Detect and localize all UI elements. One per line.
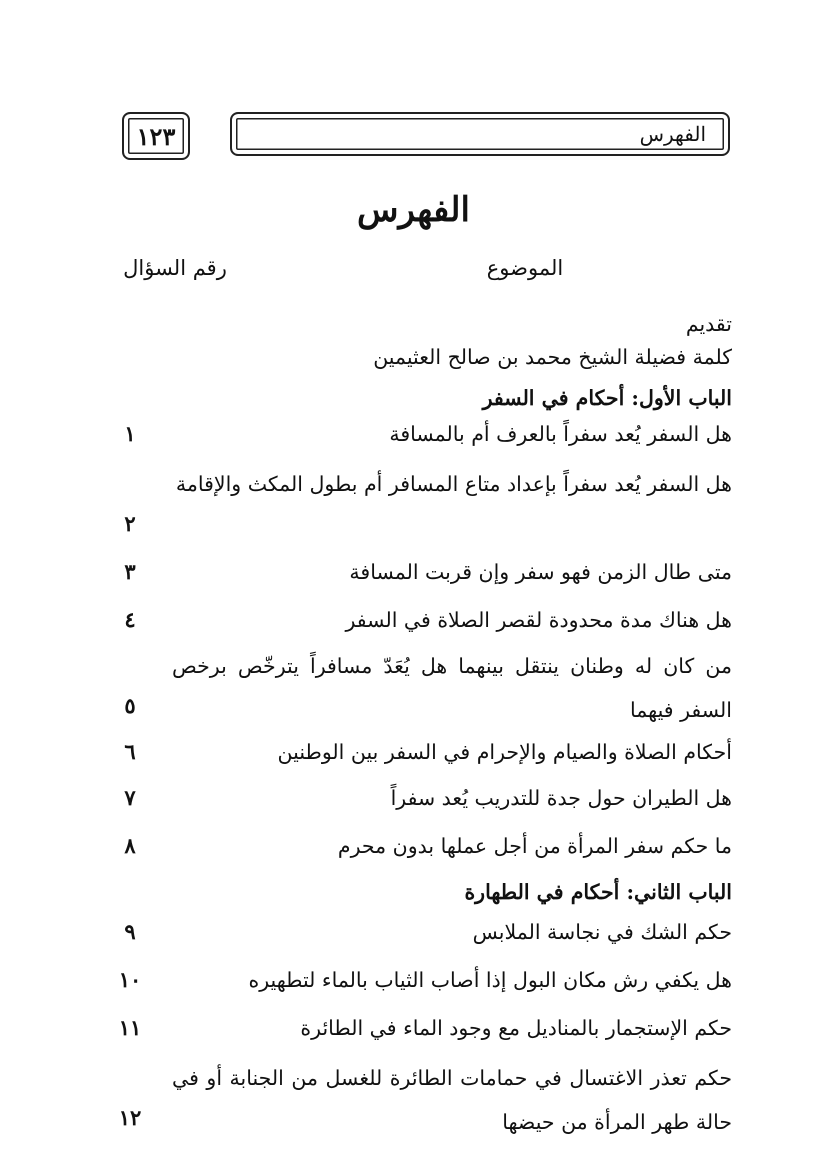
toc-entry-text: كلمة فضيلة الشيخ محمد بن صالح العثيمين [373,345,732,369]
page-title: الفهرس [357,190,470,230]
page-number: ١٢٣ [122,112,190,160]
toc-entry-text: أحكام الصلاة والصيام والإحرام في السفر بين الوطنين [277,740,732,764]
toc-entry-number: ٣ [124,559,136,584]
question-number-column-header: رقم السؤال [123,256,227,280]
toc-entry [110,644,732,732]
toc-entry-text: ما حكم سفر المرأة من أجل عملها بدون محرم [337,834,732,858]
running-header [230,112,730,156]
toc-entry [110,414,732,454]
chapter-heading-text: الباب الأول: أحكام في السفر [482,386,732,410]
toc-entry-text: هل الطيران حول جدة للتدريب يُعد سفراً [390,786,732,810]
toc-entry [110,960,732,1000]
chapter-heading [110,872,732,912]
toc-entry-text: حكم الإستجمار بالمناديل مع وجود الماء في الطائرة [300,1016,732,1040]
toc-entry [110,732,732,772]
toc-entry-text: حكم الشك في نجاسة الملابس [472,920,732,944]
toc-entry-number: ١ [124,421,136,446]
toc-entry [110,912,732,952]
toc-entry-text: هل هناك مدة محدودة لقصر الصلاة في السفر [345,608,732,632]
toc-entry [110,337,732,377]
toc-entry-text: هل يكفي رش مكان البول إذا أصاب الثياب بالماء لتطهيره [248,968,732,992]
toc-entry-number: ٨ [124,833,136,858]
chapter-heading [110,378,732,418]
toc-entry [110,462,732,550]
toc-entry [110,778,732,818]
toc-entry-number: ٩ [124,919,136,944]
toc-entry-number: ١٠ [118,967,142,992]
toc-entry-text: متى طال الزمن فهو سفر وإن قربت المسافة [349,560,732,584]
toc-entry [110,552,732,592]
toc-entry [110,1056,732,1144]
toc-entry-text: من كان له وطنان ينتقل بينهما هل يُعَدّ مسافراً يترخّص برخص السفر فيهما [172,654,732,722]
toc-entry-number: ٥ [124,693,136,718]
toc-entry [110,600,732,640]
toc-entry-number: ١٢ [118,1105,142,1130]
toc-entry-number: ٤ [124,607,136,632]
toc-entry [110,1008,732,1048]
toc-entry-number: ١١ [118,1015,142,1040]
toc-entry-text: تقديم [685,312,732,336]
toc-entry-text: حكم تعذر الاغتسال في حمامات الطائرة للغسل من الجنابة أو في حالة طهر المرأة من حيضها [172,1066,732,1134]
toc-entry-text: هل السفر يُعد سفراً بإعداد متاع المسافر أم بطول المكث والإقامة [175,472,732,496]
toc-entry-text: هل السفر يُعد سفراً بالعرف أم بالمسافة [389,422,732,446]
toc-entry [110,826,732,866]
toc-entry-number: ٧ [124,785,136,810]
toc-entry-number: ٢ [124,511,136,536]
running-title: الفهرس [639,122,706,146]
toc-entry-number: ٦ [124,739,136,764]
topic-column-header: الموضوع [486,256,564,280]
chapter-heading-text: الباب الثاني: أحكام في الطهارة [464,880,732,904]
